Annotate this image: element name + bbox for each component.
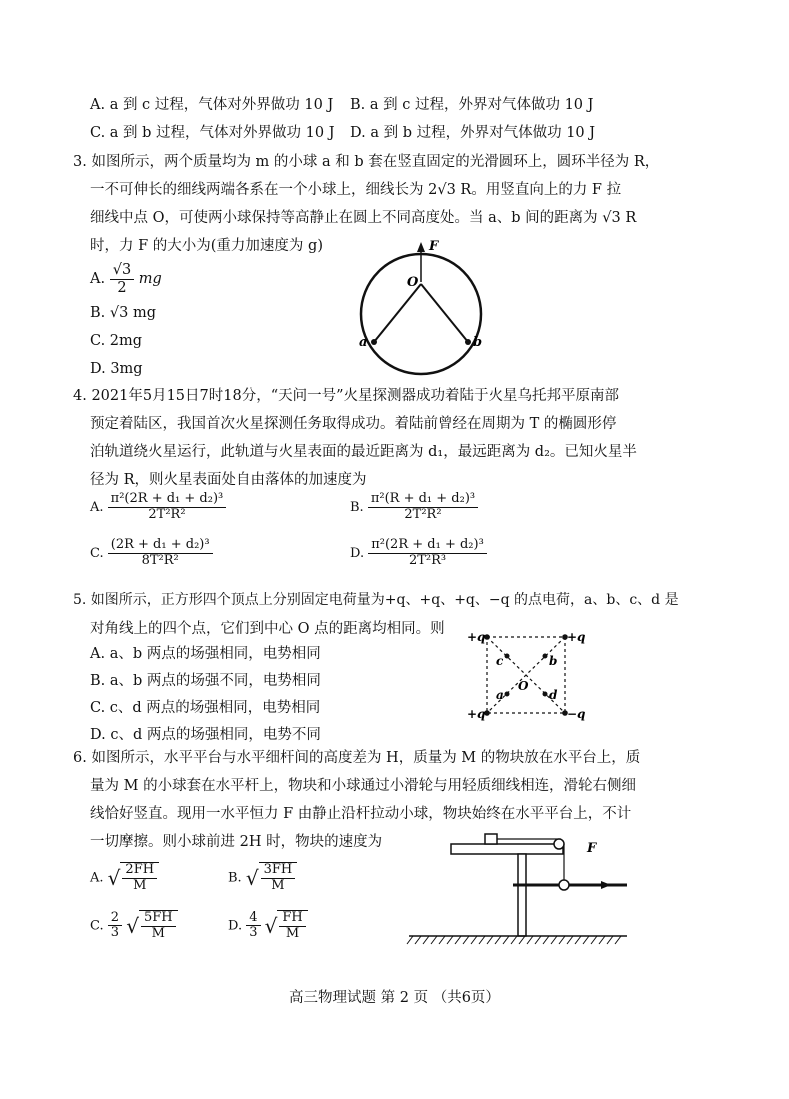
q4-stem-line4: 径为 R，则火星表面处自由落体的加速度为: [90, 472, 367, 488]
q6-option-c-fraction: [139, 910, 178, 942]
q6-option-c-den: M: [151, 925, 165, 941]
q3-option-a-label: A.: [90, 271, 106, 288]
block: [485, 834, 497, 844]
q6-option-c-coef-den: 3: [110, 925, 120, 941]
label-F: F: [587, 841, 597, 856]
label-O: O: [407, 275, 419, 290]
q4-option-d-fraction: [368, 538, 487, 569]
platform: [451, 844, 563, 854]
q3-stem-line2: 一不可伸长的细线两端各系在一个小球上，细线长为 2√3 R。用竖直向上的力 F 拉: [90, 182, 622, 198]
q3-option-a-num: √3: [110, 262, 134, 280]
q6-option-a: [90, 862, 159, 894]
q5-stem-line2: 对角线上的四个点，它们到中心 O 点的距离均相同。则: [90, 621, 445, 637]
q6-option-d-den: M: [285, 925, 300, 941]
pulley: [554, 839, 564, 849]
q4-option-b-den: 2T²R²: [404, 506, 442, 522]
label-a: a: [496, 688, 504, 702]
q6-option-d-coef-num: 4: [246, 911, 260, 927]
q4-option-a: [90, 492, 226, 523]
q5-square-figure: [465, 627, 595, 722]
string-right: [421, 284, 468, 342]
ball: [559, 880, 569, 890]
ball-b: [465, 339, 471, 345]
q6-option-b-num: 3FH: [261, 863, 296, 879]
q4-option-a-label: A.: [90, 499, 104, 515]
q6-stem-line1: 6. 如图所示，水平平台与水平细杆间的高度差为 H，质量为 M 的物块放在水平台上，质: [73, 750, 641, 766]
q6-option-b-label: B.: [228, 870, 242, 886]
sqrt-icon: √: [245, 865, 259, 890]
q5-option-d: D. c、d 两点的场强相同，电势不同: [90, 727, 321, 743]
q6-option-c-label: C.: [90, 918, 104, 934]
q4-option-a-den: 2T²R²: [148, 506, 186, 522]
q4-option-b-label: B.: [350, 499, 364, 515]
page-footer: 高三物理试题 第 2 页 （共6页）: [289, 990, 500, 1006]
q3-stem-line1: 3. 如图所示，两个质量均为 m 的小球 a 和 b 套在竖直固定的光滑圆环上，圆环半径为 R，: [73, 154, 660, 170]
string-left: [374, 284, 421, 342]
q4-option-c-den: 8T²R²: [141, 552, 179, 568]
q5-option-c: C. c、d 两点的场强相同，电势相同: [90, 700, 321, 716]
q6-option-a-den: M: [133, 877, 147, 893]
label-c: c: [496, 654, 504, 668]
q4-stem-line3: 泊轨道绕火星运行，此轨道与火星表面的最近距离为 d₁，最远距离为 d₂。已知火星半: [90, 444, 637, 460]
q6-option-a-label: A.: [90, 870, 104, 886]
q4-option-b-fraction: [368, 492, 478, 523]
sqrt-icon: √: [107, 865, 121, 890]
q6-stem-line2: 量为 M 的小球套在水平杆上，物块和小球通过小滑轮与用轻质细线相连，滑轮右侧细: [90, 778, 637, 794]
sqrt-icon: √: [264, 913, 278, 938]
q4-option-a-num: π²(2R + d₁ + d₂)³: [108, 492, 227, 508]
ground-hatch: [407, 936, 621, 944]
label-b: b: [549, 654, 558, 668]
q4-option-a-fraction: [108, 492, 227, 523]
q4-stem-line2: 预定着陆区，我国首次火星探测任务取得成功。着陆前曾经在周期为 T 的椭圆形停: [90, 416, 617, 432]
label-a: a: [359, 335, 368, 350]
q4-option-c-num: (2R + d₁ + d₂)³: [108, 538, 213, 554]
q3-stem-line4: 时，力 F 的大小为(重力加速度为 g): [90, 238, 323, 254]
q4-option-b: [350, 492, 478, 523]
q6-option-c: [90, 910, 178, 942]
sqrt-icon: √: [126, 913, 139, 938]
q2-option-a: A. a 到 c 过程，气体对外界做功 10 J: [90, 97, 334, 113]
q6-option-d-fraction: [277, 910, 307, 942]
point-a: [505, 692, 510, 697]
q4-option-c-fraction: [108, 538, 213, 569]
q3-option-c: C. 2mg: [90, 333, 143, 349]
label-d: d: [549, 688, 558, 702]
q6-option-a-num: 2FH: [122, 863, 157, 879]
q5-option-b: B. a、b 两点的场强不同，电势相同: [90, 673, 321, 689]
q2-option-b: B. a 到 c 过程，外界对气体做功 10 J: [350, 97, 594, 113]
label-tr: +q: [567, 630, 586, 644]
q6-option-d-num: FH: [279, 911, 305, 927]
q3-ring-figure: [355, 238, 495, 378]
q6-option-c-num: 5FH: [141, 911, 176, 927]
q4-stem-line1: 4. 2021年5月15日7时18分，“天问一号”火星探测器成功着陆于火星乌托邦平原南部: [73, 388, 620, 404]
q4-option-c: [90, 538, 213, 569]
point-c: [505, 654, 510, 659]
q3-option-a-fraction: [110, 262, 134, 296]
q6-platform-figure: [405, 828, 635, 950]
q6-option-c-coef-num: 2: [108, 911, 122, 927]
label-br: −q: [567, 707, 586, 721]
q4-option-d: [350, 538, 487, 569]
label-tl: +q: [467, 630, 486, 644]
q6-option-c-coef: [108, 911, 122, 942]
q3-option-d: D. 3mg: [90, 361, 143, 377]
point-d: [543, 692, 548, 697]
q6-stem-line4: 一切摩擦。则小球前进 2H 时，物块的速度为: [90, 834, 383, 850]
q6-stem-line3: 线恰好竖直。现用一水平恒力 F 由静止沿杆拉动小球，物块始终在水平平台上，不计: [90, 806, 632, 822]
q6-option-b-fraction: [259, 862, 298, 894]
arrow-head-icon: [417, 242, 425, 252]
point-b: [543, 654, 548, 659]
q6-option-d-coef-den: 3: [249, 925, 258, 941]
q6-option-d: [228, 910, 308, 942]
q2-option-c: C. a 到 b 过程，气体对外界做功 10 J: [90, 125, 335, 141]
q3-option-a-unit: mg: [138, 271, 162, 288]
q4-option-b-num: π²(R + d₁ + d₂)³: [368, 492, 478, 508]
q5-option-a: A. a、b 两点的场强相同，电势相同: [90, 646, 321, 662]
q6-option-d-coef: [246, 911, 260, 942]
arrow-head-icon: [601, 881, 611, 889]
q4-option-c-label: C.: [90, 545, 104, 561]
q4-option-d-den: 2T²R³: [408, 552, 447, 568]
q6-option-b-den: M: [271, 877, 285, 893]
q3-option-a-den: 2: [117, 279, 127, 296]
q4-option-d-num: π²(2R + d₁ + d₂)³: [368, 538, 487, 554]
q2-option-d: D. a 到 b 过程，外界对气体做功 10 J: [350, 125, 596, 141]
label-F: F: [429, 239, 439, 254]
q5-stem-line1: 5. 如图所示，正方形四个顶点上分别固定电荷量为+q、+q、+q、−q 的点电荷，a、b、c、d 是: [73, 592, 679, 608]
q6-option-a-fraction: [120, 862, 159, 894]
q4-option-d-label: D.: [350, 545, 365, 561]
label-O: O: [518, 679, 529, 693]
q6-option-b: [228, 862, 297, 894]
ball-a: [371, 339, 377, 345]
support-column: [518, 854, 526, 936]
q3-option-a: [90, 262, 162, 296]
q3-option-b: B. √3 mg: [90, 305, 156, 321]
q6-option-d-label: D.: [228, 918, 243, 934]
label-b: b: [473, 335, 483, 350]
label-bl: +q: [467, 707, 486, 721]
q3-stem-line3: 细线中点 O，可使两小球保持等高静止在圆上不同高度处。当 a、b 间的距离为 √3 R: [90, 210, 637, 226]
